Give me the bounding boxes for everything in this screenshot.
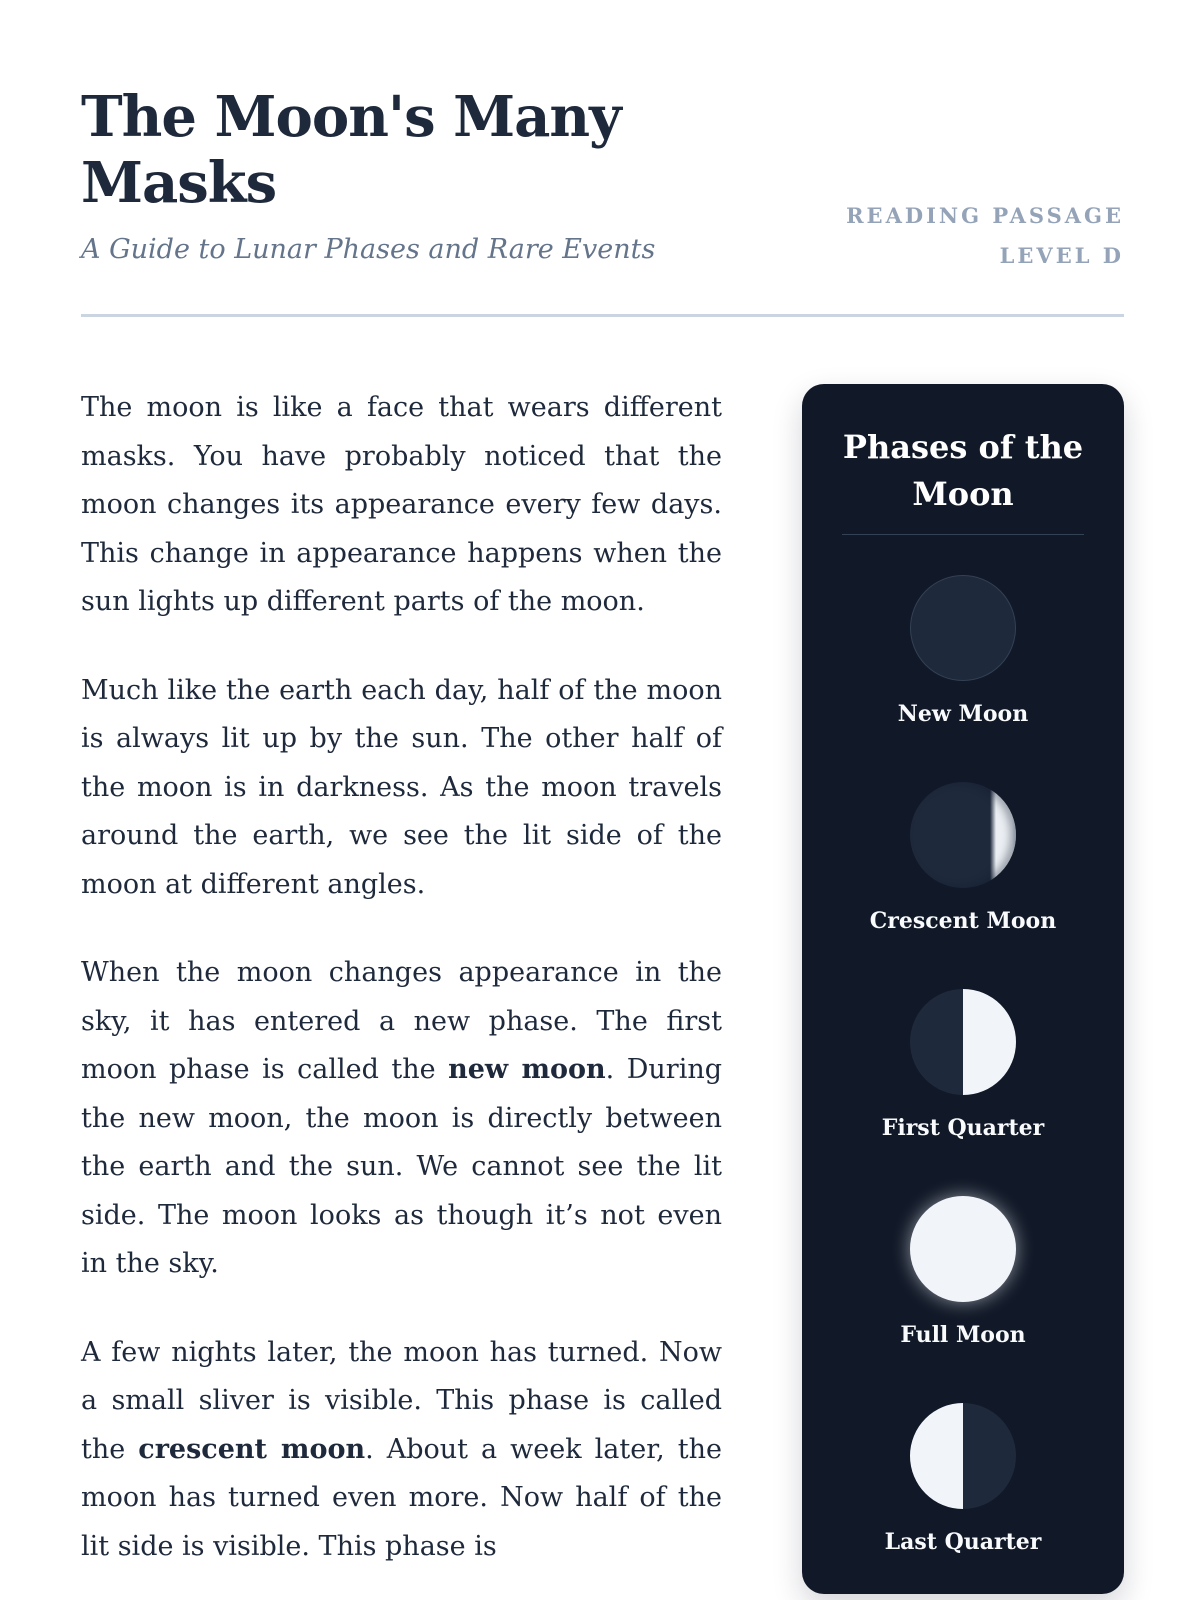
phase-item-full-moon xyxy=(842,1196,1084,1403)
paragraph-text: . During the new moon, the moon is directly between the earth and the sun. We cannot see the lit side. The moon looks as though it’s not even in the sky. xyxy=(81,1054,723,1279)
page xyxy=(81,0,1124,1600)
page-title: The Moon's Many Masks xyxy=(81,84,621,216)
crescent-moon-icon xyxy=(910,782,1016,888)
full-moon-icon xyxy=(910,1196,1016,1302)
page-header xyxy=(81,84,1124,316)
article-paragraph-3 xyxy=(81,949,722,1289)
phase-label: Last Quarter xyxy=(884,1529,1042,1555)
paragraph-text: When the moon changes appearance in the sky, it has entered a new phase. The first moon phase is called the xyxy=(81,957,722,1085)
article-body xyxy=(81,384,722,1600)
term-new-moon: new moon xyxy=(448,1054,606,1085)
last-quarter-moon-icon xyxy=(910,1403,1016,1509)
moon-phases-title: Phases of the Moon xyxy=(842,424,1084,535)
phase-item-new-moon xyxy=(842,575,1084,782)
phase-item-crescent-moon xyxy=(842,782,1084,989)
article-paragraph-2: Much like the earth each day, half of the moon is always lit up by the sun. The other half of the moon is in darkness. As the moon travels around the earth, we see the lit side of the moon at different angles. xyxy=(81,674,722,900)
phase-item-first-quarter xyxy=(842,989,1084,1196)
article-paragraph-1: The moon is like a face that wears different masks. You have probably noticed that the moon changes its appearance every few days. This change in appearance happens when the sun lights up different parts of the moon. xyxy=(81,392,722,617)
new-moon-icon xyxy=(910,575,1016,681)
phase-label: Full Moon xyxy=(900,1322,1026,1348)
moon-phases-panel xyxy=(802,384,1124,1594)
phase-label: Crescent Moon xyxy=(869,908,1057,934)
page-subtitle: A Guide to Lunar Phases and Rare Events xyxy=(81,234,656,265)
paragraph-text: A few nights later, the moon has turned. Now a small sliver is visible. This phase is called the xyxy=(81,1336,722,1465)
moon-phase-list xyxy=(842,575,1084,1600)
phase-label: New Moon xyxy=(897,701,1029,727)
phase-label: First Quarter xyxy=(881,1115,1045,1141)
term-crescent-moon: crescent moon xyxy=(138,1433,366,1465)
phase-item-last-quarter xyxy=(842,1403,1084,1600)
reading-level-label: READING PASSAGE LEVEL D xyxy=(846,203,1124,268)
paragraph-text: . About a week later, the moon has turned even more. Now half of the lit side is visible. This phase is xyxy=(81,1433,722,1562)
first-quarter-moon-icon xyxy=(910,989,1016,1095)
article-paragraph-4 xyxy=(81,1329,722,1572)
header-divider xyxy=(81,314,1124,317)
